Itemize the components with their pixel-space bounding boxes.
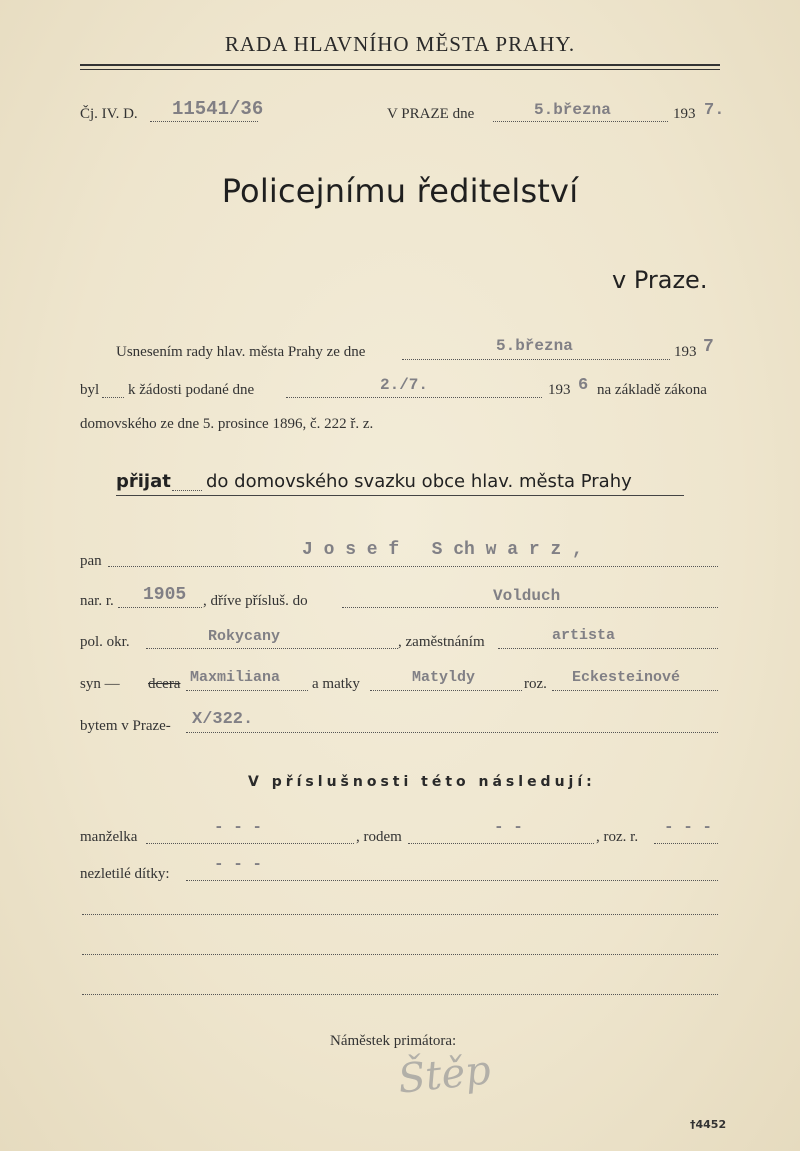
occupation-dots (498, 648, 718, 649)
dependents-heading: V příslušnosti této následují: (248, 774, 596, 790)
wife-value: - - - (214, 818, 263, 836)
district-value: Rokycany (208, 628, 281, 645)
roz-dots (552, 690, 718, 691)
recipient-title: Policejnímu ředitelství (221, 172, 579, 210)
year-prefix: 193 (673, 106, 696, 122)
handwritten-signature: Štěp (395, 1047, 493, 1103)
district-label: pol. okr. (80, 634, 130, 650)
birthyear-label: , roz. r. (596, 829, 639, 845)
blank-line-1 (82, 914, 718, 915)
header-rule-bottom (80, 69, 720, 70)
former-value: Volduch (493, 587, 561, 605)
ref-value: 11541/36 (172, 98, 264, 120)
byl-label: byl (80, 382, 100, 398)
occupation-value: artista (552, 627, 616, 644)
resolution-date: 5.března (496, 337, 573, 355)
residence-dots (186, 732, 718, 733)
former-dots (342, 607, 718, 608)
admitted-word: přijat (116, 471, 171, 492)
residence-value: X/322. (192, 710, 254, 729)
residence-label: bytem v Praze- (80, 718, 171, 734)
birthplace-value: - - (494, 818, 523, 836)
law-label: na základě zákona (597, 382, 707, 398)
ref-label: Čj. IV. D. (80, 106, 138, 122)
resolution-year-suffix: 7 (703, 337, 714, 357)
resolution-year-prefix: 193 (674, 344, 697, 360)
place-label: V PRAZE dne (387, 106, 475, 122)
admission-underline (116, 495, 684, 496)
resolution-dots (402, 359, 670, 360)
birthyear-dots (654, 843, 718, 844)
mother-dots (370, 690, 522, 691)
pan-label: pan (80, 553, 102, 569)
roz-value: Eckesteinové (572, 669, 681, 686)
date-value: 5.března (534, 101, 611, 119)
year-suffix: 7. (704, 101, 725, 120)
council-heading: RADA HLAVNÍHO MĚSTA PRAHY. (224, 32, 576, 56)
son-label: syn — (80, 676, 120, 692)
header-rule-top (80, 64, 720, 66)
byl-dots (102, 397, 124, 398)
footer-code: †4452 (690, 1118, 727, 1131)
blank-line-3 (82, 994, 718, 995)
request-label: k žádosti podané dne (128, 382, 255, 398)
birthplace-label: , rodem (356, 829, 402, 845)
date-dots (493, 121, 668, 122)
birthyear-value: - - - (664, 818, 713, 836)
blank-line-2 (82, 954, 718, 955)
born-dots (118, 607, 202, 608)
resolution-label: Usnesením rady hlav. města Prahy ze dne (116, 344, 366, 360)
law-reference: domovského ze dne 5. prosince 1896, č. 222 ř. z. (80, 416, 374, 432)
mother-value: Matyldy (412, 669, 476, 686)
signature-label: Náměstek primátora: (330, 1033, 457, 1049)
children-dots (186, 880, 718, 881)
born-label: nar. r. (80, 593, 114, 609)
children-label: nezletilé dítky: (80, 866, 170, 882)
request-date: 2./7. (380, 376, 429, 394)
recipient-city: v Praze. (612, 266, 708, 294)
wife-dots (146, 843, 354, 844)
roz-label: roz. (524, 676, 547, 692)
request-dots (286, 397, 542, 398)
birthplace-dots (408, 843, 594, 844)
request-year-prefix: 193 (548, 382, 571, 398)
name-dots (108, 566, 718, 567)
father-dots (186, 690, 308, 691)
children-value: - - - (214, 855, 263, 873)
mother-label: a matky (312, 676, 360, 692)
district-dots (146, 648, 398, 649)
born-value: 1905 (143, 585, 187, 605)
person-name: J o s e f S ch w a r z , (302, 540, 583, 560)
daughter-label-struck: dcera (148, 676, 181, 692)
admitted-dots (172, 490, 202, 491)
admission-text: do domovského svazku obce hlav. města Prahy (206, 471, 632, 492)
request-year-suffix: 6 (578, 376, 589, 395)
father-value: Maxmiliana (190, 669, 281, 686)
occupation-label: , zaměstnáním (398, 634, 485, 650)
former-label: , dříve přísluš. do (203, 593, 308, 609)
wife-label: manželka (80, 829, 138, 845)
ref-dots (150, 121, 258, 122)
